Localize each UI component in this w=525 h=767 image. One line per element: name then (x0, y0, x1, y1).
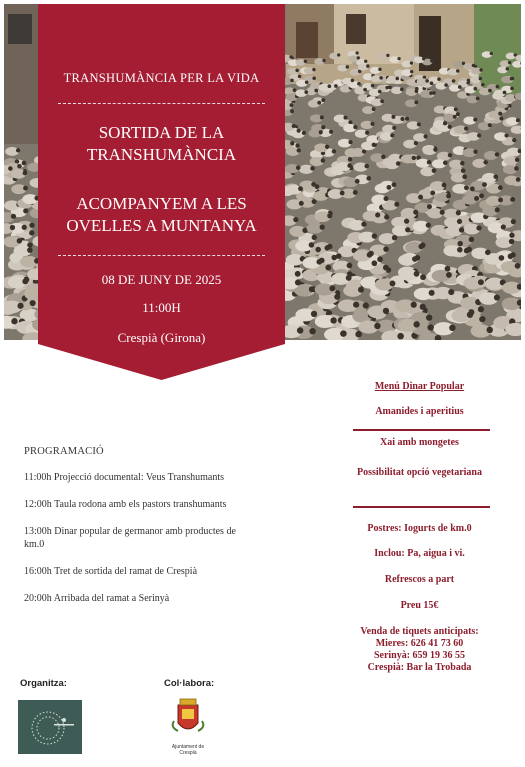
event-subtitle-line: ACOMPANYEM A LES (76, 194, 247, 213)
organizer-logo (18, 700, 82, 754)
event-title-line: SORTIDA DE LA (98, 123, 225, 142)
title-banner (38, 4, 285, 380)
tickets-title: Venda de tiquets anticipats: (360, 626, 479, 637)
ticket-point: Mieres: 626 41 73 60 (375, 638, 464, 649)
event-subtitle-line: OVELLES A MUNTANYA (66, 216, 257, 235)
menu-divider (353, 429, 490, 431)
programme-item: 20:00h Arribada del ramat a Serinyà (24, 593, 170, 604)
menu-drinks: Refrescos a part (384, 574, 455, 585)
banner-subtitle: TRANSHUMÀNCIA PER LA VIDA (63, 71, 260, 85)
programme-item: 13:00h Dinar popular de germanor amb productes de km.0 (24, 526, 236, 550)
programme-title: PROGRAMACIÓ (24, 446, 104, 457)
programme (24, 446, 264, 619)
ticket-point: Crespià: Bar la Trobada (367, 662, 472, 673)
ajuntament-crespia-logo (166, 697, 210, 757)
divider (58, 255, 265, 256)
event-place: Crespià (Girona) (117, 330, 206, 345)
menu-includes: Inclou: Pa, aigua i vi. (374, 548, 465, 559)
menu-dessert: Postres: Iogurts de km.0 (367, 523, 472, 534)
menu-starter: Amanides i aperitius (375, 406, 464, 417)
menu-price: Preu 15€ (400, 600, 439, 611)
ticket-point: Serinyà: 659 19 36 55 (373, 650, 466, 661)
organitza-label: Organitza: (20, 678, 67, 689)
event-date: 08 DE JUNY DE 2025 (101, 272, 222, 287)
menu-vegetarian: Possibilitat opció vegetariana (357, 467, 482, 478)
menu-main: Xai amb mongetes (380, 437, 459, 448)
divider (58, 103, 265, 104)
event-title (38, 122, 285, 166)
menu-title: Menú Dinar Popular (374, 381, 465, 392)
programme-item: 11:00h Projecció documental: Veus Transhumants (24, 472, 224, 483)
programme-item: 16:00h Tret de sortida del ramat de Crespià (24, 566, 198, 577)
menu-divider (353, 506, 490, 508)
collabora-label: Col·labora: (164, 678, 215, 689)
programme-item: 12:00h Taula rodona amb els pastors transhumants (24, 499, 227, 510)
ajuntament-text: Ajuntament de (171, 744, 205, 750)
event-title-line: TRANSHUMÀNCIA (86, 145, 237, 164)
ajuntament-text: Crespià (179, 750, 197, 756)
event-time: 11:00H (142, 300, 181, 315)
event-subtitle (38, 193, 285, 237)
